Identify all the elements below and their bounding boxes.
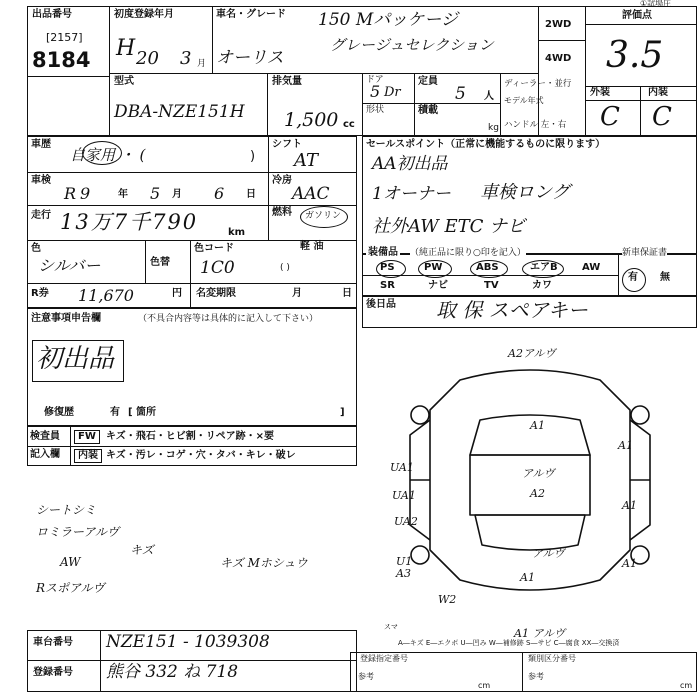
ref-1: 参考 [358, 672, 374, 681]
first-reg-month-unit: 月 [197, 59, 207, 69]
remark-4: Rスポアルヴ [36, 581, 105, 595]
diag-rear-mid: アルヴ [532, 547, 565, 560]
inspection-month: 5 [150, 184, 161, 203]
warranty-yes: 有 [628, 272, 638, 283]
diag-right1: A1 [618, 439, 633, 452]
inspector-row2: キズ・汚レ・コゲ・穴・タバ・キレ・破レ [106, 450, 296, 461]
diag-right3: A1 [622, 557, 637, 570]
first-reg-year: 20 [136, 48, 159, 69]
color-label: 色 [31, 243, 41, 254]
load-unit: kg [488, 123, 499, 133]
sales-line1: AA初出品 [372, 154, 448, 174]
inspector-label: 検査員 [30, 431, 60, 442]
car-body-outline [430, 370, 630, 590]
ref-label: 登録指定番号 [360, 654, 408, 663]
first-reg-era: H [116, 36, 136, 61]
chassis-value: NZE151 - 1039308 [106, 632, 270, 652]
equip-ps: PS [380, 262, 395, 273]
inspection-day-unit: 日 [246, 189, 256, 200]
lot-ref: [2157] [46, 31, 83, 44]
remark-3: AW [60, 555, 81, 569]
score: 3.5 [606, 35, 664, 76]
car-name-label: 車名・グレード [216, 9, 286, 20]
rear-window [475, 515, 585, 550]
color-code-label: 色コード [194, 243, 234, 254]
sales-label: セールスポイント（正常に機能するものに限ります） [366, 139, 606, 150]
cm-1: cm [478, 681, 491, 690]
diag-a1-front: A1 [530, 419, 545, 432]
equip-airbag: エアB [530, 262, 558, 273]
model: DBA-NZE151H [114, 102, 245, 122]
diag-left2: UA1 [392, 489, 416, 502]
exterior-label: 外装 [590, 87, 610, 98]
mileage-value: 13万7千790 [60, 210, 199, 234]
capacity: 5 [455, 84, 466, 104]
drive-2wd: 2WD [545, 19, 572, 30]
ac-label: 冷房 [272, 175, 292, 186]
equipment-sub: （純正品に限り○印を記入） [410, 248, 526, 258]
remark-2: ロミラーアルヴ [36, 525, 119, 539]
fuel-gasoline: ガソリン [305, 211, 342, 221]
diag-bottom: A1 アルヴ [514, 627, 565, 640]
diag-roof: アルヴ [522, 467, 555, 480]
dealer-label: ディーラー・並行 [504, 79, 572, 89]
first-reg-label: 初度登録年月 [114, 9, 174, 20]
wheel-rl [411, 546, 429, 564]
remark-2b: キズ [130, 543, 154, 557]
diag-left4: U1 [396, 555, 413, 568]
first-reg-month: 3 [180, 48, 192, 69]
interior-label: 内装 [648, 87, 668, 98]
sales-line2b: 車検ロング [480, 182, 570, 203]
cat-label: 類別区分番号 [528, 654, 576, 663]
inspection-day: 6 [214, 184, 225, 203]
rear-row-value: 取 保 スペアキー [436, 298, 588, 322]
deadline-label: 名変期限 [196, 288, 236, 299]
equip-tv: TV [484, 280, 499, 291]
deadline-day: 日 [342, 288, 352, 299]
color-code: 1C0 [200, 258, 235, 278]
mileage-label: 走行 [31, 210, 51, 221]
equipment-label: 装備品 [368, 247, 398, 258]
load-label: 積載 [418, 105, 438, 116]
warranty-no: 無 [660, 272, 670, 283]
notes-sub: （不具合内容等は具体的に記入して下さい） [138, 314, 319, 324]
remark-1: シートシミ [36, 503, 97, 517]
diag-top: A2アルヴ [508, 347, 556, 360]
inspection-era: R [64, 184, 77, 203]
door-unit: Dr [384, 85, 401, 100]
model-label: 型式 [114, 76, 134, 87]
sales-line2a: 1オーナー [372, 184, 451, 204]
mileage-unit: km [228, 227, 246, 238]
inspector-interior: 内装 [74, 449, 102, 463]
inspection-year-unit: 年 [118, 189, 128, 200]
equip-navi: ナビ [428, 280, 448, 291]
history-value: 自家用 ・ ( [70, 146, 146, 164]
repair-label: 修復歴 [44, 407, 74, 418]
car-name: オーリス [216, 48, 284, 68]
entry-label: 記入欄 [30, 449, 60, 460]
capacity-label: 定員 [418, 76, 438, 87]
displacement-unit: cc [343, 119, 355, 130]
ref-2: 参考 [528, 672, 544, 681]
inspection-label: 車検 [31, 175, 51, 186]
recycle-label: R券 [31, 288, 49, 299]
model-year-label: モデル年式 [504, 96, 544, 105]
fuel-other: ( ) [280, 263, 290, 273]
wheel-fr [631, 406, 649, 424]
diag-rear-mid2: A1 [520, 571, 535, 584]
deadline-month: 月 [292, 288, 302, 299]
shift-value: AT [294, 150, 319, 171]
reg-label: 登録番号 [33, 667, 73, 678]
notes-label: 注意事項申告欄 [31, 313, 101, 324]
doors: 5 [370, 82, 381, 101]
repair-close: ] [340, 407, 345, 418]
wheel-fl [411, 406, 429, 424]
drive-4wd: 4WD [545, 53, 572, 64]
chassis-label: 車台番号 [33, 637, 73, 648]
diag-right2: A1 [622, 499, 637, 512]
lot-no-label: 出品番号 [32, 9, 72, 20]
diag-left1: UA1 [390, 461, 414, 474]
color-value: シルバー [38, 256, 101, 275]
color-change-label: 色替 [150, 257, 170, 268]
person-unit: 人 [484, 91, 494, 102]
equip-sr: SR [380, 280, 395, 291]
repair-value: 有 [110, 407, 120, 418]
shape-label: 形状 [366, 105, 385, 115]
history-label: 車歴 [31, 139, 51, 150]
exterior-grade: C [600, 102, 620, 132]
inspector-row1: キズ・飛石・ヒビ割・リペア跡・×要 [106, 431, 274, 442]
diag-legend: A―キズ E―エクボ U―凹み W―補修跡 S―サビ C―腐食 XX―交換済 [398, 639, 620, 647]
diag-bottom-left: スマ [384, 623, 398, 631]
diag-left3: UA2 [394, 515, 418, 528]
rear-row-label: 後日品 [366, 299, 396, 310]
interior-grade: C [652, 102, 672, 132]
displacement-label: 排気量 [272, 76, 302, 87]
grade-line1: 150 Mパッケージ [318, 10, 458, 30]
score-label: 評価点 [622, 10, 652, 21]
grade-line2: グレージュセレクション [330, 36, 494, 54]
cm-2: cm [680, 681, 693, 690]
roof [470, 455, 590, 515]
reg-value: 熊谷 332 ね 718 [106, 662, 239, 682]
recycle-yen: 円 [172, 288, 182, 299]
warranty-label: 新車保証書 [622, 248, 668, 258]
ac-value: AAC [292, 184, 330, 204]
equip-aw: AW [582, 262, 601, 273]
diag-left5: A3 [396, 567, 411, 580]
remark-3b: キズ Mホシュウ [220, 556, 308, 570]
inspection-month-unit: 月 [172, 189, 182, 200]
equip-pw: PW [424, 262, 443, 273]
displacement: 1,500 [284, 109, 339, 131]
equip-leather: カワ [532, 280, 552, 291]
history-close: ) [250, 149, 256, 164]
repair-place: [ 箇所 [128, 407, 157, 418]
notes-value: 初出品 [36, 344, 115, 374]
corner-note: ①試場圧 [640, 0, 672, 8]
lot-number: 8184 [32, 48, 91, 72]
fuel-diesel: 軽 油 [300, 241, 324, 252]
sales-line3: 社外AW ETC ナビ [372, 216, 526, 237]
inspector-fw: FW [74, 430, 100, 444]
equip-abs: ABS [476, 262, 499, 273]
doors-label: ドア [366, 75, 384, 85]
inspection-year: 9 [80, 184, 91, 203]
diag-roof2: A2 [530, 487, 545, 500]
handle-label: ハンドル 左・右 [504, 120, 567, 130]
shift-label: シフト [272, 139, 302, 150]
recycle-value: 11,670 [78, 286, 134, 305]
diag-rear-w2: W2 [438, 593, 457, 606]
fuel-label: 燃料 [272, 207, 292, 218]
